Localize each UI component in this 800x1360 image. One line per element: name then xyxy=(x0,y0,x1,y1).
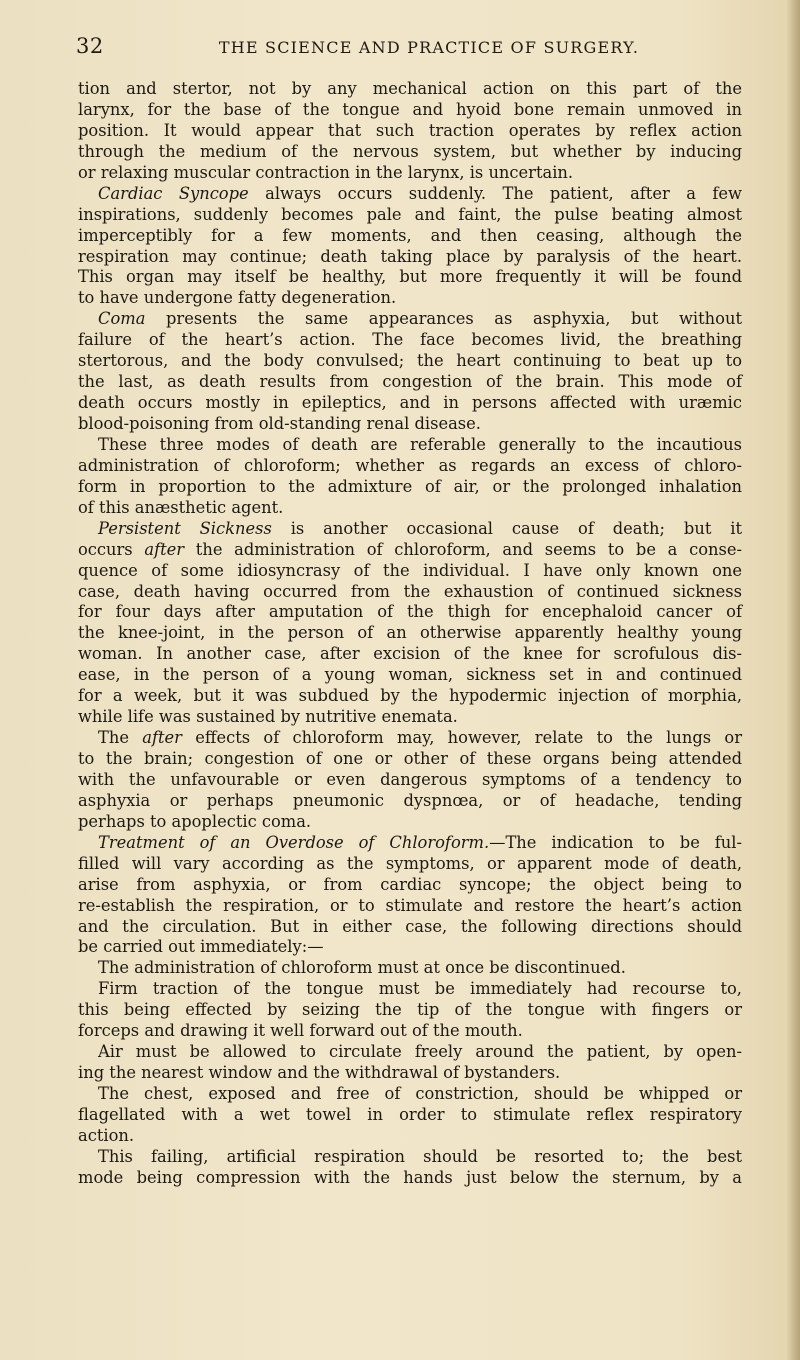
text-line xyxy=(78,247,742,268)
text-line xyxy=(78,602,742,623)
text-line xyxy=(78,519,742,540)
text-run: inspirations, suddenly becomes pale and faint, the pulse beating almost xyxy=(78,204,742,224)
text-line xyxy=(78,707,742,728)
text-run: administration of chloroform; whether as regards an excess of chloro- xyxy=(78,455,742,475)
text-line xyxy=(78,1168,742,1189)
text-run: re-establish the respiration, or to stimulate and restore the heart’s action xyxy=(78,895,742,915)
text-line xyxy=(78,1084,742,1105)
text-line xyxy=(78,1105,742,1126)
text-line xyxy=(78,372,742,393)
text-line xyxy=(78,623,742,644)
text-run: for four days after amputation of the thigh for encephaloid cancer of xyxy=(78,602,742,622)
text-line xyxy=(78,309,742,330)
text-line xyxy=(78,267,742,288)
text-run: failure of the heart’s action. The face becomes livid, the breathing xyxy=(78,330,742,350)
text-run: mode being compression with the hands just below the sternum, by a xyxy=(78,1167,742,1187)
text-line xyxy=(78,288,742,309)
text-run: is another occasional cause of death; but it xyxy=(271,518,742,538)
page-number: 32 xyxy=(76,34,104,58)
text-run: respiration may continue; death taking place by paralysis of the heart. xyxy=(78,246,742,266)
text-run: flagellated with a wet towel in order to stimulate reflex respiratory xyxy=(78,1104,742,1124)
text-line xyxy=(78,414,742,435)
text-line xyxy=(78,582,742,603)
text-run: stertorous, and the body convulsed; the heart continuing to beat up to xyxy=(78,351,742,371)
text-line xyxy=(78,184,742,205)
text-run: the last, as death results from congestion of the brain. This mode of xyxy=(78,372,742,392)
text-run: arise from asphyxia, or from cardiac syncope; the object being to xyxy=(78,874,742,894)
text-run: this being effected by seizing the tip of the tongue with fingers or xyxy=(78,1000,742,1020)
text-run: action. xyxy=(78,1125,135,1145)
text-run: to have undergone fatty degeneration. xyxy=(78,288,397,308)
text-line xyxy=(78,435,742,456)
text-run: quence of some idiosyncrasy of the individual. I have only known one xyxy=(78,560,742,580)
text-line xyxy=(78,540,742,561)
text-line xyxy=(78,791,742,812)
text-run: The xyxy=(98,728,143,748)
text-run: case, death having occurred from the exhaustion of continued sickness xyxy=(78,581,742,601)
text-run: Air must be allowed to circulate freely around the patient, by open- xyxy=(98,1042,742,1062)
text-line xyxy=(78,1042,742,1063)
text-line xyxy=(78,330,742,351)
text-line xyxy=(78,205,742,226)
text-line xyxy=(78,1000,742,1021)
text-run: occurs xyxy=(78,539,145,559)
text-line xyxy=(78,917,742,938)
text-run: presents the same appearances as asphyxia, but without xyxy=(145,309,742,329)
text-line xyxy=(78,749,742,770)
text-line xyxy=(78,1063,742,1084)
text-run: These three modes of death are referable generally to the incautious xyxy=(98,434,742,454)
text-run: filled will vary according as the symptoms, or apparent mode of death, xyxy=(78,853,742,873)
text-line xyxy=(78,875,742,896)
text-run: This failing, artificial respiration should be resorted to; the best xyxy=(98,1146,742,1166)
body-text xyxy=(78,79,742,1189)
text-line xyxy=(78,979,742,1000)
text-line xyxy=(78,226,742,247)
text-run: while life was sustained by nutritive enemata. xyxy=(78,707,458,727)
running-head: THE SCIENCE AND PRACTICE OF SURGERY. xyxy=(218,38,640,57)
text-line xyxy=(78,393,742,414)
text-run: larynx, for the base of the tongue and hyoid bone remain unmoved in xyxy=(78,99,742,119)
text-run: or relaxing muscular contraction in the larynx, is uncertain. xyxy=(78,162,574,182)
text-run: imperceptibly for a few moments, and then ceasing, although the xyxy=(78,225,742,245)
text-run: the administration of chloroform, and seems to be a conse- xyxy=(184,539,742,559)
text-line xyxy=(78,854,742,875)
text-line xyxy=(78,896,742,917)
text-line xyxy=(78,770,742,791)
page-edge-shadow xyxy=(786,0,800,1360)
text-line xyxy=(78,498,742,519)
text-run: asphyxia or perhaps pneumonic dyspnœa, or of headache, tending xyxy=(78,790,742,810)
text-line xyxy=(78,728,742,749)
text-line xyxy=(78,1021,742,1042)
text-run: tion and stertor, not by any mechanical action on this part of the xyxy=(78,79,742,98)
text-run: The chest, exposed and free of constriction, should be whipped or xyxy=(98,1084,742,1103)
italic-text: Persistent Sickness xyxy=(98,518,272,538)
text-run: death occurs mostly in epileptics, and in persons affected with uræmic xyxy=(78,393,742,413)
text-line xyxy=(78,351,742,372)
text-line xyxy=(78,121,742,142)
text-run: and the circulation. But in either case, the following directions should xyxy=(78,916,742,936)
text-run: for a week, but it was subdued by the hypodermic injection of morphia, xyxy=(78,686,742,706)
page-header xyxy=(76,34,742,64)
text-run: perhaps to apoplectic coma. xyxy=(78,811,312,831)
text-run: blood-poisoning from old-standing renal disease. xyxy=(78,414,481,433)
text-line xyxy=(78,1147,742,1168)
text-line xyxy=(78,937,742,958)
text-run: forceps and drawing it well forward out of the mouth. xyxy=(78,1021,523,1041)
text-run: woman. In another case, after excision of the knee for scrofulous dis- xyxy=(78,644,742,664)
text-line xyxy=(78,833,742,854)
italic-text: after xyxy=(144,539,185,559)
text-line xyxy=(78,812,742,833)
text-run: ease, in the person of a young woman, sickness set in and continued xyxy=(78,665,742,685)
italic-text: after xyxy=(142,728,182,748)
text-line xyxy=(78,456,742,477)
text-line xyxy=(78,1126,742,1147)
text-line xyxy=(78,100,742,121)
text-run: to the brain; congestion of one or other of these organs being attended xyxy=(78,749,742,768)
italic-text: Treatment of an Overdose of Chloroform. xyxy=(98,832,490,852)
text-line xyxy=(78,79,742,100)
text-line xyxy=(78,958,742,979)
text-run: with the unfavourable or even dangerous symptoms of a tendency to xyxy=(78,769,742,789)
text-run: position. It would appear that such traction operates by reflex action xyxy=(78,120,742,140)
text-run: always occurs suddenly. The patient, after a few xyxy=(248,183,742,203)
text-run: effects of chloroform may, however, relate to the lungs or xyxy=(181,728,742,748)
italic-text: Cardiac Syncope xyxy=(98,183,249,203)
text-line xyxy=(78,561,742,582)
text-line xyxy=(78,644,742,665)
text-line xyxy=(78,142,742,163)
text-run: of this anæsthetic agent. xyxy=(78,497,284,517)
text-run: the knee-joint, in the person of an otherwise apparently healthy young xyxy=(78,623,742,643)
italic-text: Coma xyxy=(98,309,146,329)
text-run: through the medium of the nervous system, but whether by inducing xyxy=(78,141,742,161)
text-line xyxy=(78,477,742,498)
text-run: The administration of chloroform must at once be discontinued. xyxy=(98,958,626,978)
text-line xyxy=(78,686,742,707)
text-run: —The indication to be ful- xyxy=(489,832,743,852)
text-run: This organ may itself be healthy, but more frequently it will be found xyxy=(78,267,742,287)
text-run: be carried out immediately:— xyxy=(78,937,324,957)
text-line xyxy=(78,163,742,184)
text-run: ing the nearest window and the withdrawal of bystanders. xyxy=(78,1063,561,1083)
text-run: form in proportion to the admixture of air, or the prolonged inhalation xyxy=(78,476,742,496)
text-run: Firm traction of the tongue must be immediately had recourse to, xyxy=(98,979,742,999)
text-line xyxy=(78,665,742,686)
